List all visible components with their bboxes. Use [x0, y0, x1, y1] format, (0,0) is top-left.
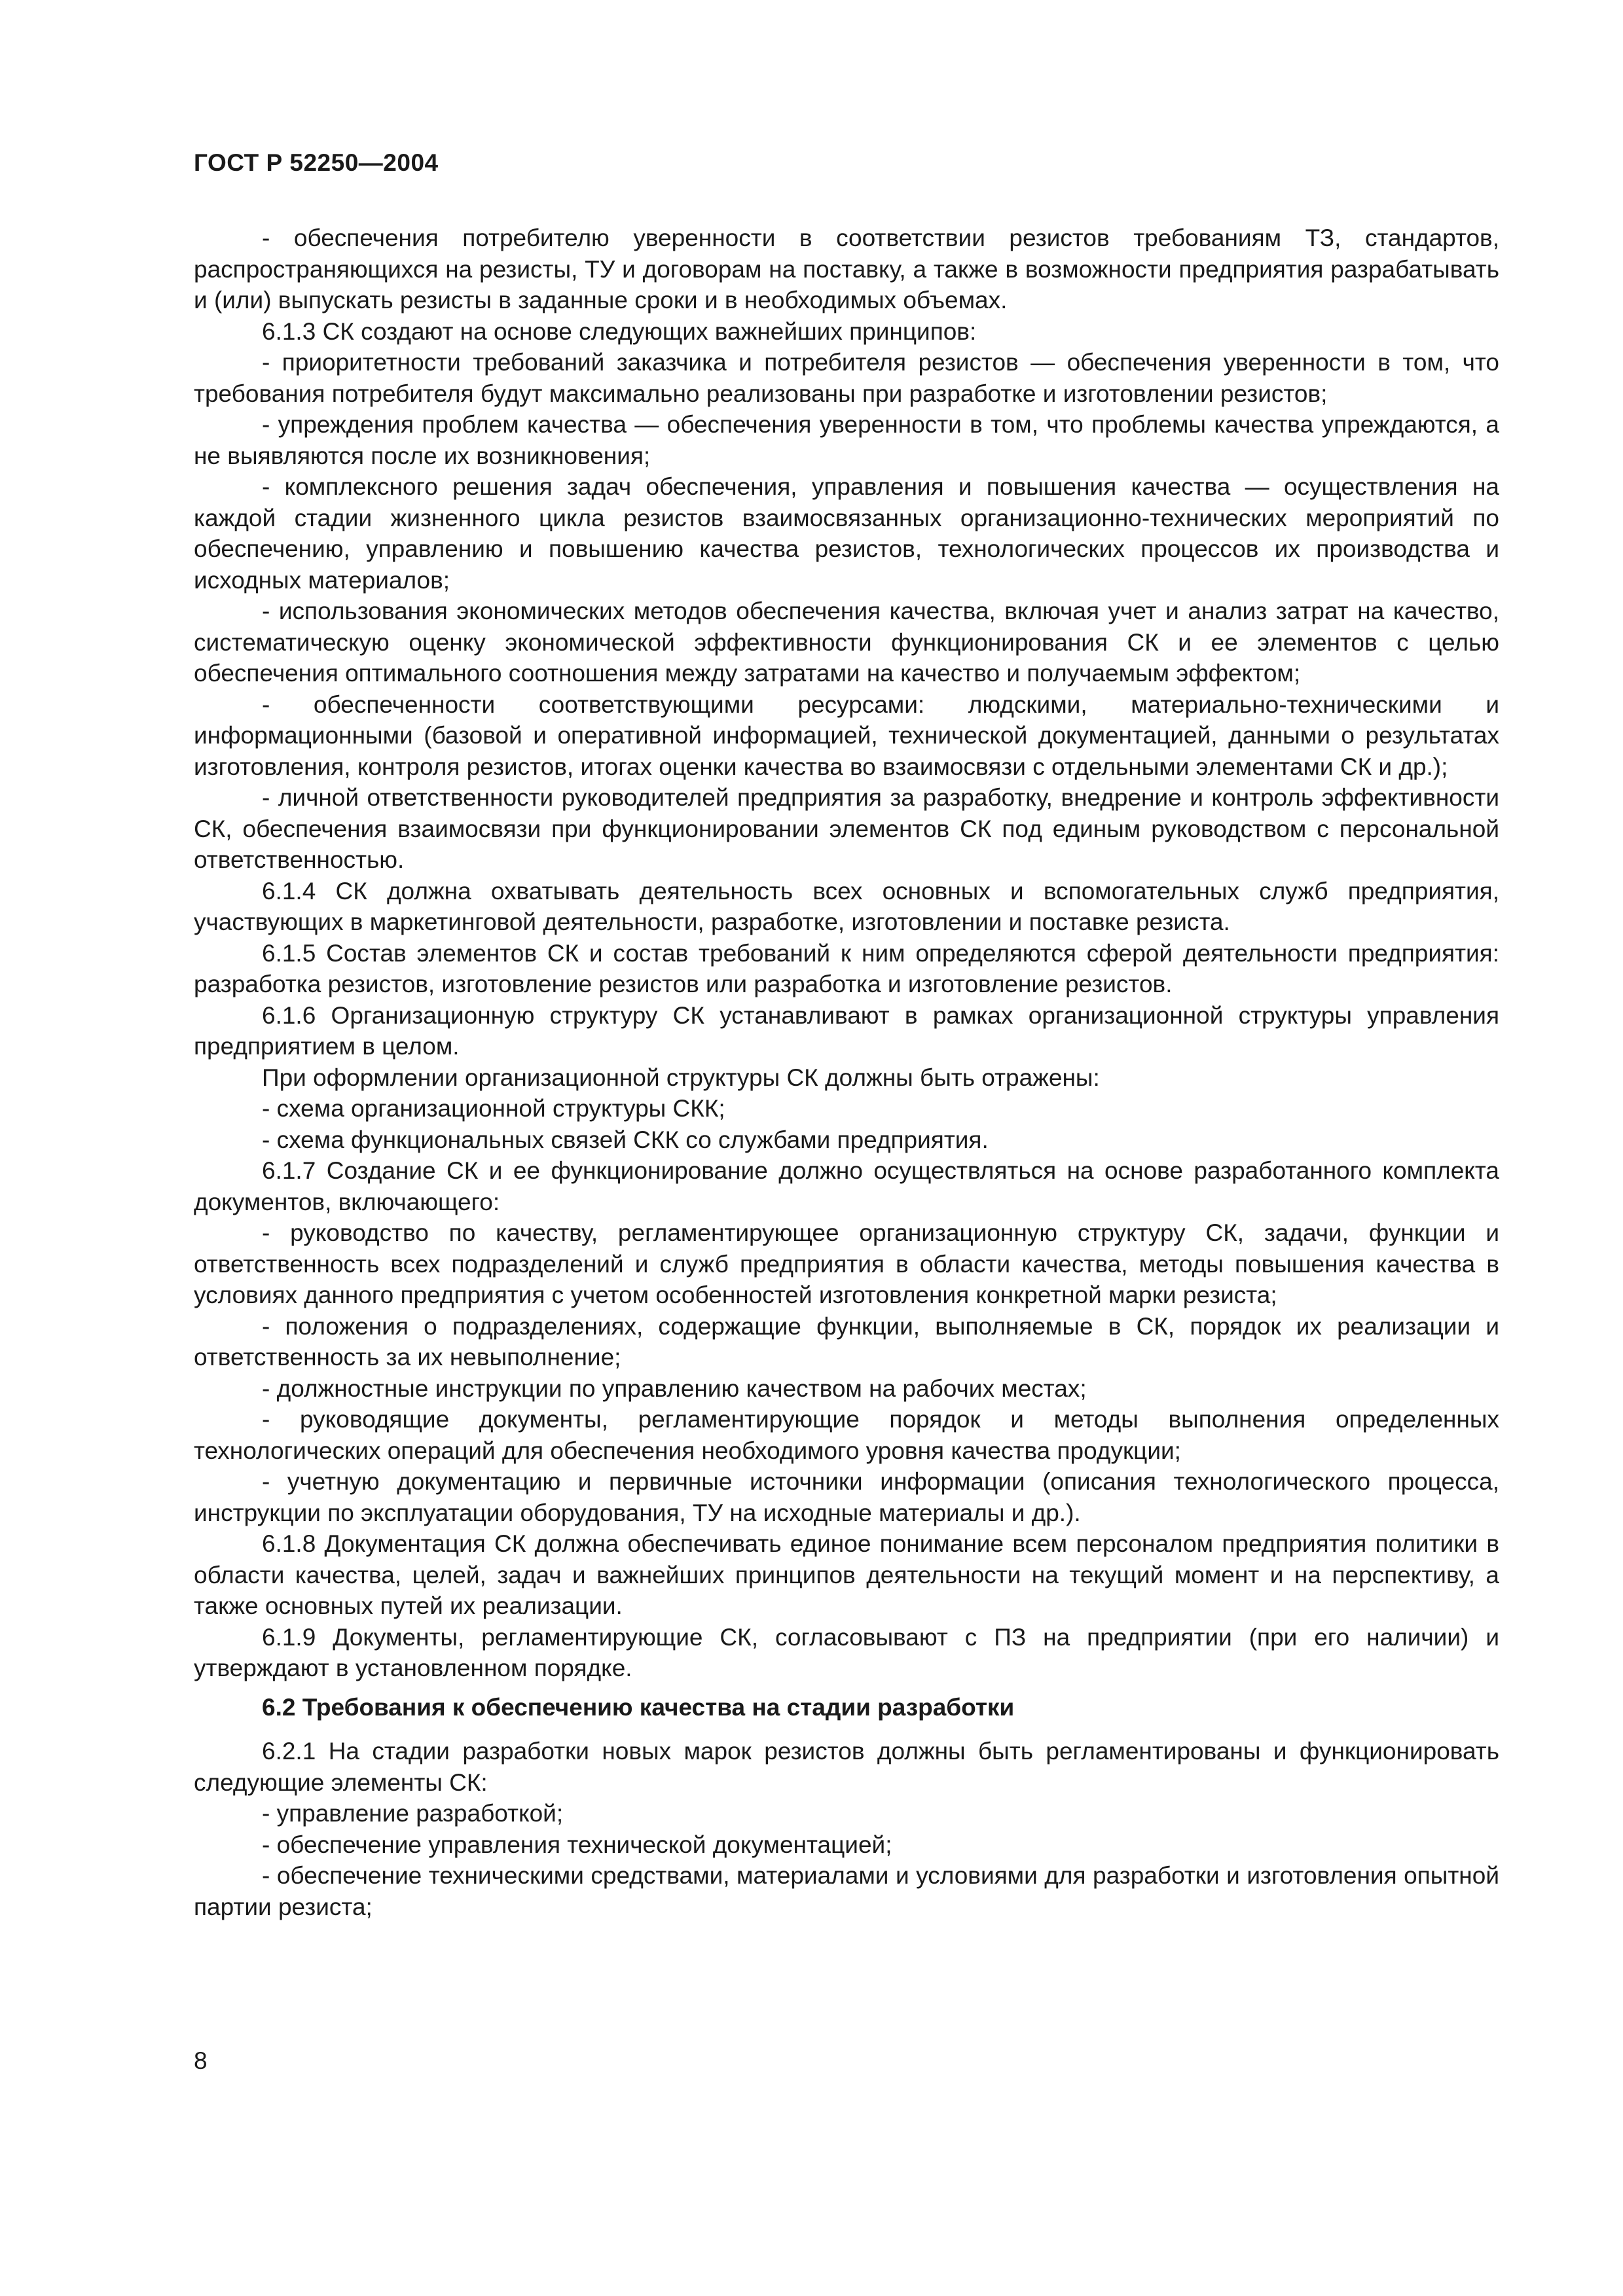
paragraph: - руководство по качеству, регламентирующее организационную структуру СК, задачи, функции и ответственность всех подразделений и служб предприятия в области качества, методы повышения качества в условиях данного предприятия с учетом особенностей изготовления конкретной марки резиста; [194, 1219, 1499, 1308]
paragraph: 6.1.7 Создание СК и ее функционирование должно осуществляться на основе разработанного комплекта документов, включающего: [194, 1157, 1499, 1215]
paragraph: - обеспечение управления технической документацией; [262, 1831, 892, 1858]
paragraph: - руководящие документы, регламентирующие порядок и методы выполнения определенных технологических операций для обеспечения необходимого уровня качества продукции; [194, 1406, 1499, 1464]
paragraph: 6.1.4 СК должна охватывать деятельность всех основных и вспомогательных служб предприятия, участвующих в маркетинговой деятельности, разработке, изготовлении и поставке резиста. [194, 877, 1499, 935]
paragraph: - схема функциональных связей СКК со службами предприятия. [262, 1126, 989, 1153]
paragraph: При оформлении организационной структуры СК должны быть отражены: [262, 1064, 1100, 1091]
paragraph: - обеспечения потребителю уверенности в соответствии резистов требованиям ТЗ, стандартов, распространяющихся на резисты, ТУ и договорам на поставку, а также в возможности предприятия разрабатывать и (или) выпускать резисты в заданные сроки и в необходимых объемах. [194, 224, 1499, 314]
paragraph: - обеспеченности соответствующими ресурсами: людскими, материально-техническими и информационными (базовой и оперативной информацией, технической документацией, данными о результатах изготовления, контроля резистов, итогах оценки качества во взаимосвязи с отдельными элементами СК и др.); [194, 691, 1499, 780]
paragraph: 6.1.3 СК создают на основе следующих важнейших принципов: [262, 317, 977, 345]
paragraph: - схема организационной структуры СКК; [262, 1095, 725, 1122]
section-heading: 6.2 Требования к обеспечению качества на стадии разработки [262, 1693, 1015, 1721]
paragraph: - упреждения проблем качества — обеспечения уверенности в том, что проблемы качества упреждаются, а не выявляются после их возникновения; [194, 411, 1499, 469]
paragraph: - обеспечение техническими средствами, материалами и условиями для разработки и изготовления опытной партии резиста; [194, 1862, 1499, 1920]
paragraph: - учетную документацию и первичные источники информации (описания технологического процесса, инструкции по эксплуатации оборудования, ТУ на исходные материалы и др.). [194, 1468, 1499, 1526]
paragraph: - положения о подразделениях, содержащие функции, выполняемые в СК, порядок их реализации и ответственность за их невыполнение; [194, 1312, 1499, 1371]
paragraph: 6.2.1 На стадии разработки новых марок резистов должны быть регламентированы и функционировать следующие элементы СК: [194, 1738, 1499, 1796]
document-header: ГОСТ Р 52250—2004 [194, 149, 439, 176]
paragraph: - приоритетности требований заказчика и потребителя резистов — обеспечения уверенности в том, что требования потребителя будут максимально реализованы при разработке и изготовлении резистов; [194, 349, 1499, 407]
paragraph: - личной ответственности руководителей предприятия за разработку, внедрение и контроль эффективности СК, обеспечения взаимосвязи при функционировании элементов СК под единым руководством с персональной ответственностью. [194, 784, 1499, 873]
paragraph: 6.1.6 Организационную структуру СК устанавливают в рамках организационной структуры управления предприятием в целом. [194, 1001, 1499, 1060]
paragraph: 6.1.9 Документы, регламентирующие СК, согласовывают с ПЗ на предприятии (при его наличии) и утверждают в установленном порядке. [194, 1623, 1499, 1681]
page-number: 8 [194, 2047, 208, 2074]
document-body [194, 223, 1499, 1922]
paragraph: 6.1.8 Документация СК должна обеспечивать единое понимание всем персоналом предприятия политики в области качества, целей, задач и важнейших принципов деятельности на текущий момент и на перспективу, а также основных путей их реализации. [194, 1530, 1499, 1619]
paragraph: - комплексного решения задач обеспечения, управления и повышения качества — осуществления на каждой стадии жизненного цикла резистов взаимосвязанных организационно-технических мероприятий по обеспечению, управлению и повышению качества резистов, технологических процессов их производства и исходных материалов; [194, 473, 1499, 594]
paragraph: 6.1.5 Состав элементов СК и состав требований к ним определяются сферой деятельности предприятия: разработка резистов, изготовление резистов или разработка и изготовление резистов. [194, 939, 1499, 997]
paragraph: - должностные инструкции по управлению качеством на рабочих местах; [262, 1374, 1087, 1402]
paragraph: - использования экономических методов обеспечения качества, включая учет и анализ затрат на качество, систематическую оценку экономической эффективности функционирования СК и ее элементов с целью обеспечения оптимального соотношения между затратами на качество и получаемым эффектом; [194, 598, 1499, 687]
paragraph: - управление разработкой; [262, 1800, 564, 1827]
